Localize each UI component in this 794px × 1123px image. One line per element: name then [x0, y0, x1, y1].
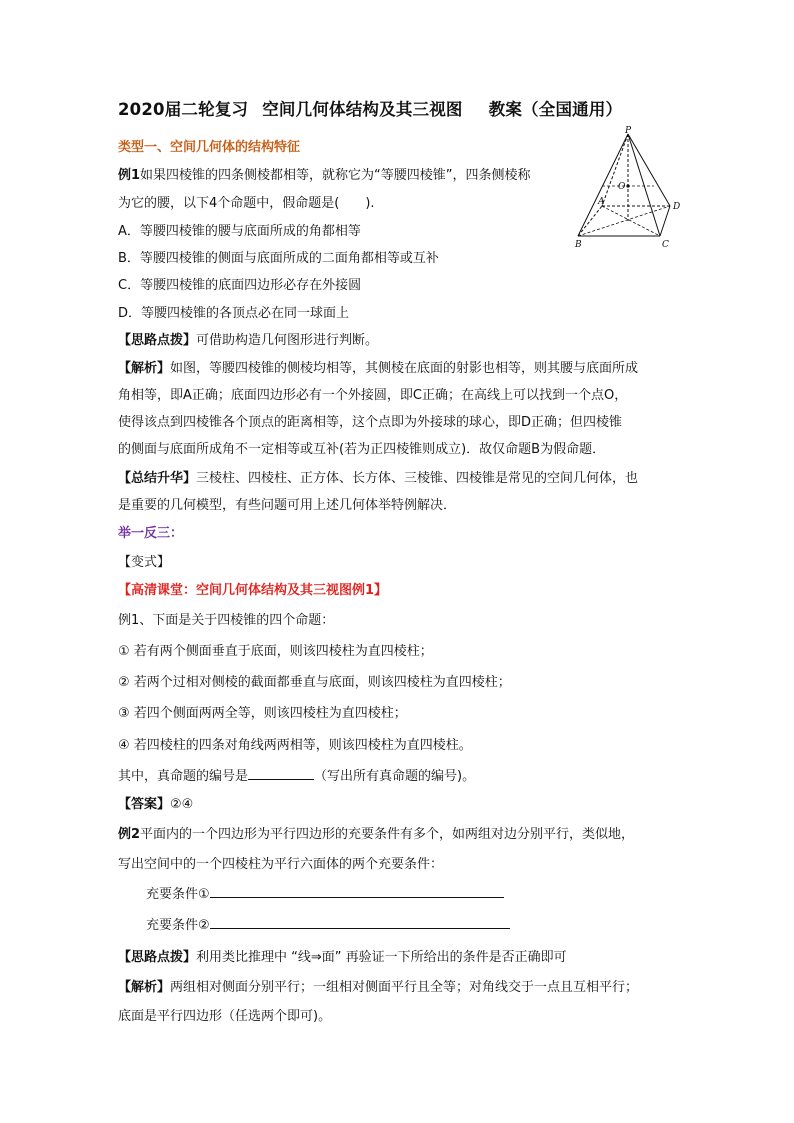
fill-suffix: （写出所有真命题的编号)。 — [314, 769, 476, 784]
pyramid-figure — [570, 126, 686, 252]
practice-item-4: ④ 若四棱柱的四条对角线两两相等，则该四棱柱为直四棱柱。 — [118, 738, 472, 753]
example1-hint — [118, 329, 378, 348]
course-label: 【高清课堂：空间几何体结构及其三视图例1】 — [118, 583, 388, 598]
example1-stem-line1 — [118, 164, 531, 183]
condition-1-label: 充要条件① — [146, 887, 210, 902]
label-o: O — [618, 182, 626, 192]
example2-stem-line2: 写出空间中的一个四棱柱为平行六面体的两个充要条件： — [118, 857, 444, 872]
section-heading: 类型一、空间几何体的结构特征 — [118, 140, 301, 155]
diagonal-ac — [602, 206, 660, 236]
example1-stem-line2: 为它的腰，以下4个命题中，假命题是( ). — [118, 196, 375, 211]
diagonal-bd — [578, 206, 670, 236]
summary-text1: 三棱柱、四棱柱、正方体、长方体、三棱锥、四棱锥是常见的空间几何体，也 — [196, 471, 639, 486]
practice-heading: 举一反三： — [118, 526, 184, 541]
example1-analysis-line3: 使得该点到四棱锥各个顶点的距离相等，这个点即为外接球的球心，即D正确；但四棱锥 — [118, 415, 623, 430]
example1-analysis-line2: 角相等，即A正确；底面四边形必有一个外接圆，即C正确；在高线上可以找到一个点O， — [118, 388, 628, 403]
practice-item-1: ① 若有两个侧面垂直于底面，则该四棱柱为直四棱柱； — [118, 644, 433, 659]
example2-stem-line1 — [118, 823, 634, 842]
practice-question-intro: 例1、下面是关于四棱锥的四个命题： — [118, 613, 335, 628]
condition-1-blank[interactable] — [210, 897, 504, 898]
edge-pd — [628, 134, 670, 206]
label-a: A — [598, 197, 605, 207]
example1-option-d: D．等腰四棱锥的各顶点必在同一球面上 — [118, 306, 350, 321]
label-p: P — [625, 126, 632, 136]
condition-2-label: 充要条件② — [146, 918, 210, 933]
example1-analysis-line4: 的侧面与底面所成角不一定相等或互补(若为正四棱锥则成立)．故仅命题B为假命题． — [118, 442, 606, 457]
example1-label: 例1 — [118, 168, 141, 183]
label-c: C — [662, 240, 669, 250]
example1-summary-line1 — [118, 467, 638, 486]
example2-condition-2 — [146, 914, 510, 933]
example1-summary-line2: 是重要的几何模型，有些问题可用上述几何体举特例解决． — [118, 498, 457, 513]
example2-hint-text: 利用类比推理中 “线⇒面” 再验证一下所给出的条件是否正确即可 — [196, 950, 567, 965]
example1-option-a: A．等腰四棱锥的腰与底面所成的角都相等 — [118, 224, 361, 239]
edge-pc — [628, 134, 660, 236]
example2-stem-text1: 平面内的一个四边形为平行四边形的充要条件有多个，如两组对边分别平行，类似地， — [140, 827, 635, 842]
example2-label: 例2 — [118, 827, 141, 842]
answer-label: 【答案】 — [118, 797, 171, 812]
example2-hint-label: 【思路点拨】 — [118, 950, 197, 965]
center-point-o — [626, 184, 629, 187]
example2-hint — [118, 946, 567, 965]
analysis-text1: 如图，等腰四棱锥的侧棱均相等，其侧棱在底面的射影也相等，则其腰与底面所成 — [170, 361, 639, 376]
answer-blank[interactable] — [248, 779, 314, 780]
example1-analysis-line1 — [118, 357, 638, 376]
example1-option-c: C．等腰四棱锥的底面四边形必存在外接圆 — [118, 278, 362, 293]
edge-pa — [602, 134, 628, 206]
title-part-3: 教案（全国通用） — [488, 100, 623, 119]
practice-answer — [118, 793, 193, 812]
example2-analysis-text1: 两组相对侧面分别平行；一组相对侧面平行且全等；对角线交于一点且互相平行； — [170, 980, 639, 995]
hint-text: 可借助构造几何图形进行判断。 — [196, 333, 379, 348]
example1-stem-text1: 如果四棱锥的四条侧棱都相等，就称它为“等腰四棱锥”，四条侧棱称 — [140, 168, 531, 183]
example1-option-b: B．等腰四棱锥的侧面与底面所成的二面角都相等或互补 — [118, 251, 439, 266]
answer-text: ②④ — [170, 797, 194, 812]
practice-item-2: ② 若两个过相对侧棱的截面都垂直与底面，则该四棱柱为直四棱柱； — [118, 675, 511, 690]
example2-analysis-line2: 底面是平行四边形（任选两个即可)。 — [118, 1009, 332, 1024]
label-d: D — [673, 202, 681, 212]
variant-label: 【变式】 — [118, 555, 171, 570]
condition-2-blank[interactable] — [210, 928, 510, 929]
label-b: B — [575, 240, 582, 250]
document-title — [118, 96, 622, 120]
title-part-2: 空间几何体结构及其三视图 — [262, 100, 463, 119]
practice-item-3: ③ 若四个侧面两两全等，则该四棱柱为直四棱柱； — [118, 706, 407, 721]
example2-analysis-label: 【解析】 — [118, 980, 171, 995]
title-part-1: 2020届二轮复习 — [118, 100, 249, 119]
example2-analysis-line1 — [118, 976, 638, 995]
fill-prefix: 其中，真命题的编号是 — [118, 769, 249, 784]
edge-cd — [660, 206, 670, 236]
practice-fill-line — [118, 765, 475, 784]
example2-condition-1 — [146, 883, 504, 902]
summary-label: 【总结升华】 — [118, 471, 197, 486]
hint-label: 【思路点拨】 — [118, 333, 197, 348]
analysis-label: 【解析】 — [118, 361, 171, 376]
